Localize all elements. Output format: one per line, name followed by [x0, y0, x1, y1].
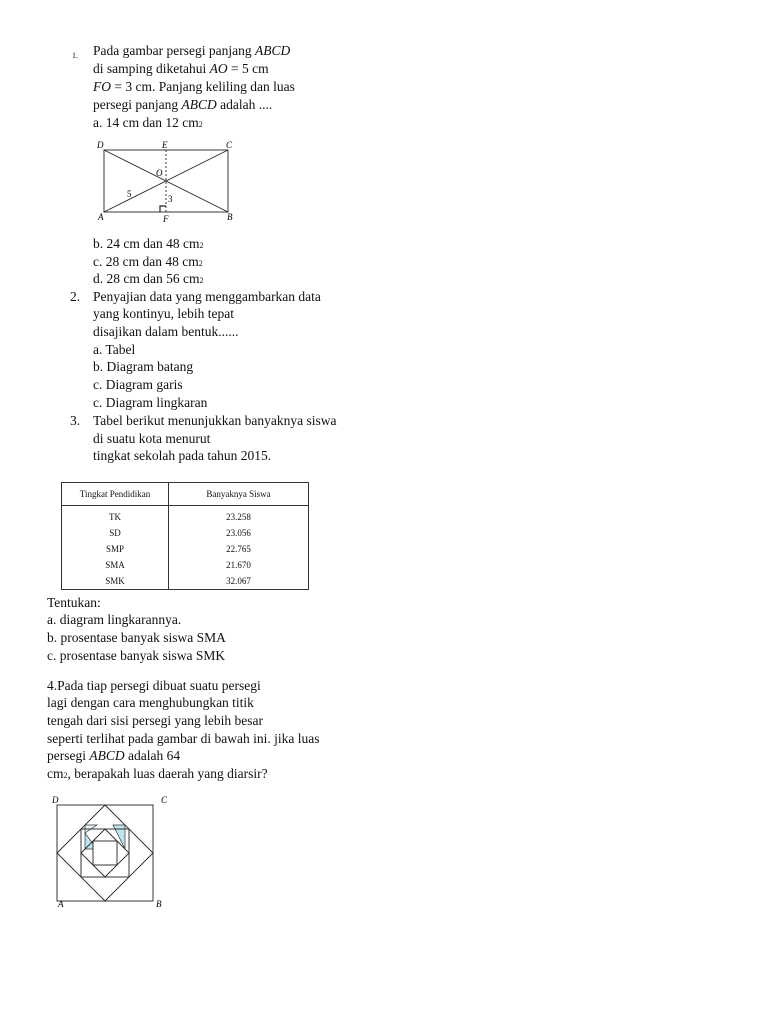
label-b: B [227, 212, 233, 222]
label-3: 3 [168, 194, 173, 204]
label-c: C [226, 140, 233, 150]
table-cell: SMK [62, 573, 169, 590]
q3-line2: di suatu kota menurut [93, 431, 211, 446]
q4-line6: cm2, berapakah luas daerah yang diarsir? [47, 766, 268, 781]
q4-line5: persegi ABCD adalah 64 [47, 748, 181, 763]
table-cell: SMA [62, 557, 169, 573]
q2-number: 2. [70, 289, 81, 304]
q2-line3: disajikan dalam bentuk...... [93, 324, 239, 339]
table-row [62, 541, 309, 557]
label-d: D [52, 795, 59, 805]
table-cell: SD [62, 525, 169, 541]
q2-line1: Penyajian data yang menggambarkan data [93, 289, 321, 304]
q4-line2: lagi dengan cara menghubungkan titik [47, 695, 254, 710]
label-a: A [98, 212, 104, 222]
q1-number: 1. [72, 51, 78, 60]
table-header-row [62, 483, 309, 506]
q2-option-d: c. Diagram lingkaran [93, 395, 208, 410]
label-5: 5 [127, 189, 132, 199]
q3-number: 3. [70, 413, 81, 428]
label-e: E [162, 140, 168, 150]
table-row [62, 573, 309, 590]
table-cell: TK [62, 506, 169, 526]
label-c: C [161, 795, 168, 805]
q3-task-a: a. diagram lingkarannya. [47, 612, 182, 627]
table-header: Tingkat Pendidikan [62, 483, 169, 506]
label-f: F [163, 214, 169, 224]
table-cell: 23.258 [226, 512, 251, 522]
label-o: O [156, 168, 163, 178]
label-a: A [58, 899, 64, 909]
q3-task-c: c. prosentase banyak siswa SMK [47, 648, 226, 663]
q2-line2: yang kontinyu, lebih tepat [93, 306, 234, 321]
q2-option-a: a. Tabel [93, 342, 136, 357]
q1-option-b: b. 24 cm dan 48 cm2 [93, 236, 204, 251]
q2-option-b: b. Diagram batang [93, 359, 194, 374]
label-d: D [97, 140, 104, 150]
q4-line3: tengah dari sisi persegi yang lebih besar [47, 713, 263, 728]
q1-line3: FO = 3 cm. Panjang keliling dan luas [93, 79, 295, 94]
rectangle-abcd-figure [94, 138, 244, 228]
q1-option-c: c. 28 cm dan 48 cm2 [93, 254, 203, 269]
q4-line4: seperti terlihat pada gambar di bawah ini. jika luas [47, 731, 320, 746]
q1-line1: Pada gambar persegi panjang ABCD [93, 43, 291, 58]
q1-line2: di samping diketahui AO = 5 cm [93, 61, 269, 76]
table-row [62, 506, 309, 526]
table-cell: 22.765 [226, 544, 251, 554]
q3-line1: Tabel berikut menunjukkan banyaknya siswa [93, 413, 337, 428]
table-header: Banyaknya Siswa [169, 483, 309, 506]
table-cell: SMP [62, 541, 169, 557]
q3-task-b: b. prosentase banyak siswa SMA [47, 630, 226, 645]
q2-option-c: c. Diagram garis [93, 377, 183, 392]
q1-line4: persegi panjang ABCD adalah .... [93, 97, 273, 112]
q3-task-title: Tentukan: [47, 595, 101, 610]
label-b: B [156, 899, 162, 909]
table-row [62, 525, 309, 541]
student-table [61, 482, 309, 590]
nested-squares-figure [48, 794, 178, 910]
table-cell: 23.056 [226, 528, 251, 538]
q1-option-a: a. 14 cm dan 12 cm2 [93, 115, 203, 130]
table-row [62, 557, 309, 573]
q4-line1: 4.Pada tiap persegi dibuat suatu persegi [47, 678, 261, 693]
table-cell: 32.067 [226, 576, 251, 586]
q3-line3: tingkat sekolah pada tahun 2015. [93, 448, 272, 463]
table-cell: 21.670 [226, 560, 251, 570]
q1-option-d: d. 28 cm dan 56 cm2 [93, 271, 204, 286]
